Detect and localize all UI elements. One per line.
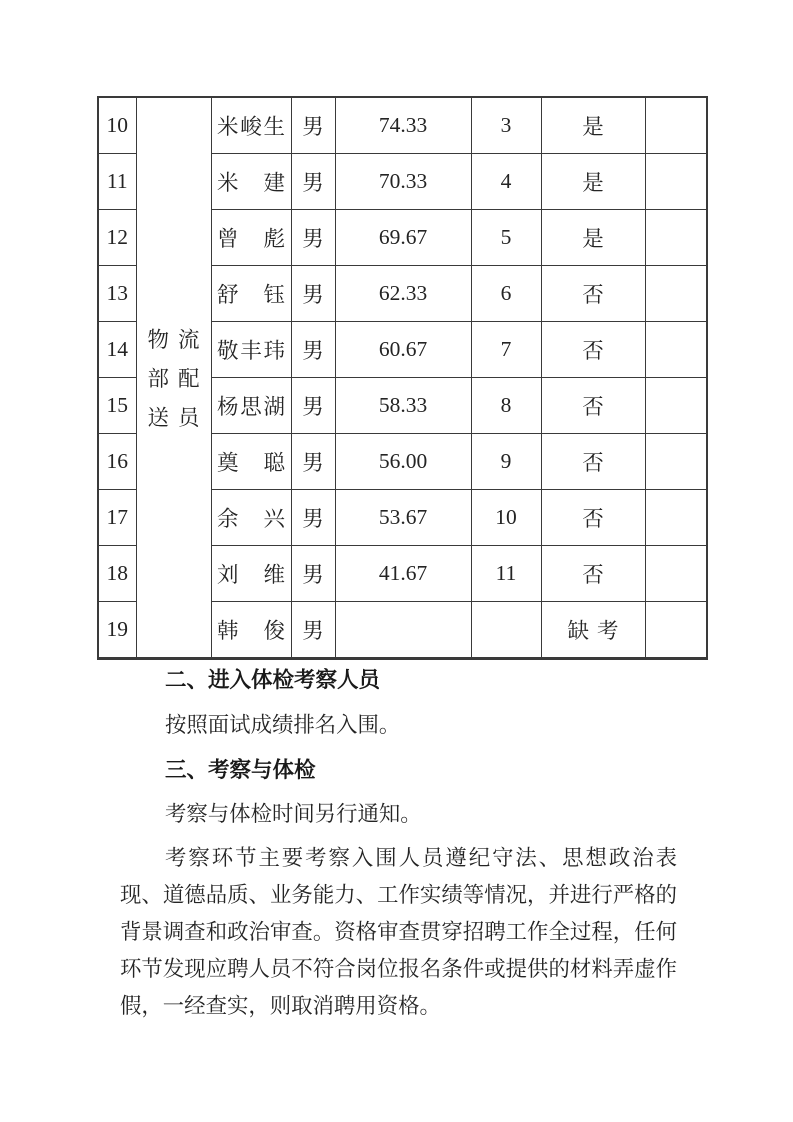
score-cell: 62.33 xyxy=(335,266,471,322)
shortlisted-cell: 缺考 xyxy=(541,602,645,659)
remark-cell xyxy=(645,378,707,434)
gender-cell: 男 xyxy=(291,210,335,266)
row-number-cell: 11 xyxy=(98,154,136,210)
name-cell xyxy=(211,210,291,266)
position-cell xyxy=(136,97,211,659)
candidate-name: 米 建 xyxy=(217,171,285,195)
gender-cell: 男 xyxy=(291,546,335,602)
row-number-cell: 13 xyxy=(98,266,136,322)
shortlisted-cell: 否 xyxy=(541,322,645,378)
candidate-name: 敬 丰 玮 xyxy=(217,339,285,363)
row-number-cell: 12 xyxy=(98,210,136,266)
results-table xyxy=(97,96,708,660)
row-number-cell: 18 xyxy=(98,546,136,602)
shortlisted-cell: 是 xyxy=(541,154,645,210)
gender-cell: 男 xyxy=(291,490,335,546)
score-cell xyxy=(335,602,471,659)
score-cell: 74.33 xyxy=(335,97,471,154)
shortlisted-cell: 否 xyxy=(541,434,645,490)
rank-cell: 11 xyxy=(471,546,541,602)
name-cell xyxy=(211,154,291,210)
remark-cell xyxy=(645,154,707,210)
rank-cell xyxy=(471,602,541,659)
position-label-line: 物 流 xyxy=(147,328,200,352)
row-number-cell: 17 xyxy=(98,490,136,546)
row-number-cell: 10 xyxy=(98,97,136,154)
gender-cell: 男 xyxy=(291,154,335,210)
remark-cell xyxy=(645,210,707,266)
score-cell: 58.33 xyxy=(335,378,471,434)
shortlisted-cell: 否 xyxy=(541,378,645,434)
gender-cell: 男 xyxy=(291,266,335,322)
name-cell xyxy=(211,434,291,490)
name-cell xyxy=(211,378,291,434)
remark-cell xyxy=(645,266,707,322)
name-cell xyxy=(211,97,291,154)
table-row xyxy=(98,97,707,154)
row-number-cell: 15 xyxy=(98,378,136,434)
remark-cell xyxy=(645,434,707,490)
candidate-name: 余 兴 xyxy=(217,507,285,531)
score-cell: 60.67 xyxy=(335,322,471,378)
gender-cell: 男 xyxy=(291,378,335,434)
section-2-paragraph: 按照面试成绩排名入围。 xyxy=(165,713,401,737)
name-cell xyxy=(211,546,291,602)
body-text xyxy=(120,652,677,1025)
gender-cell: 男 xyxy=(291,322,335,378)
remark-cell xyxy=(645,490,707,546)
section-3-heading: 三、考察与体检 xyxy=(165,758,316,782)
shortlisted-cell: 否 xyxy=(541,266,645,322)
remark-cell xyxy=(645,546,707,602)
score-cell: 41.67 xyxy=(335,546,471,602)
rank-cell: 6 xyxy=(471,266,541,322)
shortlisted-cell: 否 xyxy=(541,490,645,546)
shortlisted-cell: 是 xyxy=(541,210,645,266)
rank-cell: 3 xyxy=(471,97,541,154)
remark-cell xyxy=(645,97,707,154)
shortlisted-cell: 否 xyxy=(541,546,645,602)
gender-cell: 男 xyxy=(291,434,335,490)
candidate-name: 奠 聪 xyxy=(217,451,285,475)
rank-cell: 9 xyxy=(471,434,541,490)
remark-cell xyxy=(645,602,707,659)
candidate-name: 韩 俊 xyxy=(217,619,285,643)
section-2-heading: 二、进入体检考察人员 xyxy=(165,668,381,692)
remark-cell xyxy=(645,322,707,378)
position-label-line: 部 配 xyxy=(147,367,200,391)
rank-cell: 8 xyxy=(471,378,541,434)
row-number-cell: 14 xyxy=(98,322,136,378)
score-cell: 70.33 xyxy=(335,154,471,210)
rank-cell: 10 xyxy=(471,490,541,546)
position-label-line: 送 员 xyxy=(147,406,200,430)
name-cell xyxy=(211,266,291,322)
rank-cell: 7 xyxy=(471,322,541,378)
score-cell: 69.67 xyxy=(335,210,471,266)
candidate-name: 刘 维 xyxy=(217,563,285,587)
candidate-name: 米 峻 生 xyxy=(217,115,285,139)
candidate-name: 曾 彪 xyxy=(217,227,285,251)
name-cell xyxy=(211,490,291,546)
score-cell: 53.67 xyxy=(335,490,471,546)
row-number-cell: 19 xyxy=(98,602,136,659)
rank-cell: 5 xyxy=(471,210,541,266)
row-number-cell: 16 xyxy=(98,434,136,490)
gender-cell: 男 xyxy=(291,602,335,659)
gender-cell: 男 xyxy=(291,97,335,154)
score-cell: 56.00 xyxy=(335,434,471,490)
candidate-name: 舒 钰 xyxy=(217,283,285,307)
name-cell xyxy=(211,602,291,659)
rank-cell: 4 xyxy=(471,154,541,210)
section-3-paragraph-1: 考察与体检时间另行通知。 xyxy=(165,802,422,826)
shortlisted-cell: 是 xyxy=(541,97,645,154)
section-3-paragraph-2: 考察环节主要考察入围人员遵纪守法、思想政治表现、道德品质、业务能力、工作实绩等情况，并进行严格的背景调查和政治审查。资格审查贯穿招聘工作全过程，任何环节发现应聘人员不符合岗位报名条件或提供的材料弄虚作假，一经查实，则取消聘用资格。 xyxy=(120,846,677,1018)
candidate-name: 杨 思 湖 xyxy=(217,395,285,419)
name-cell xyxy=(211,322,291,378)
